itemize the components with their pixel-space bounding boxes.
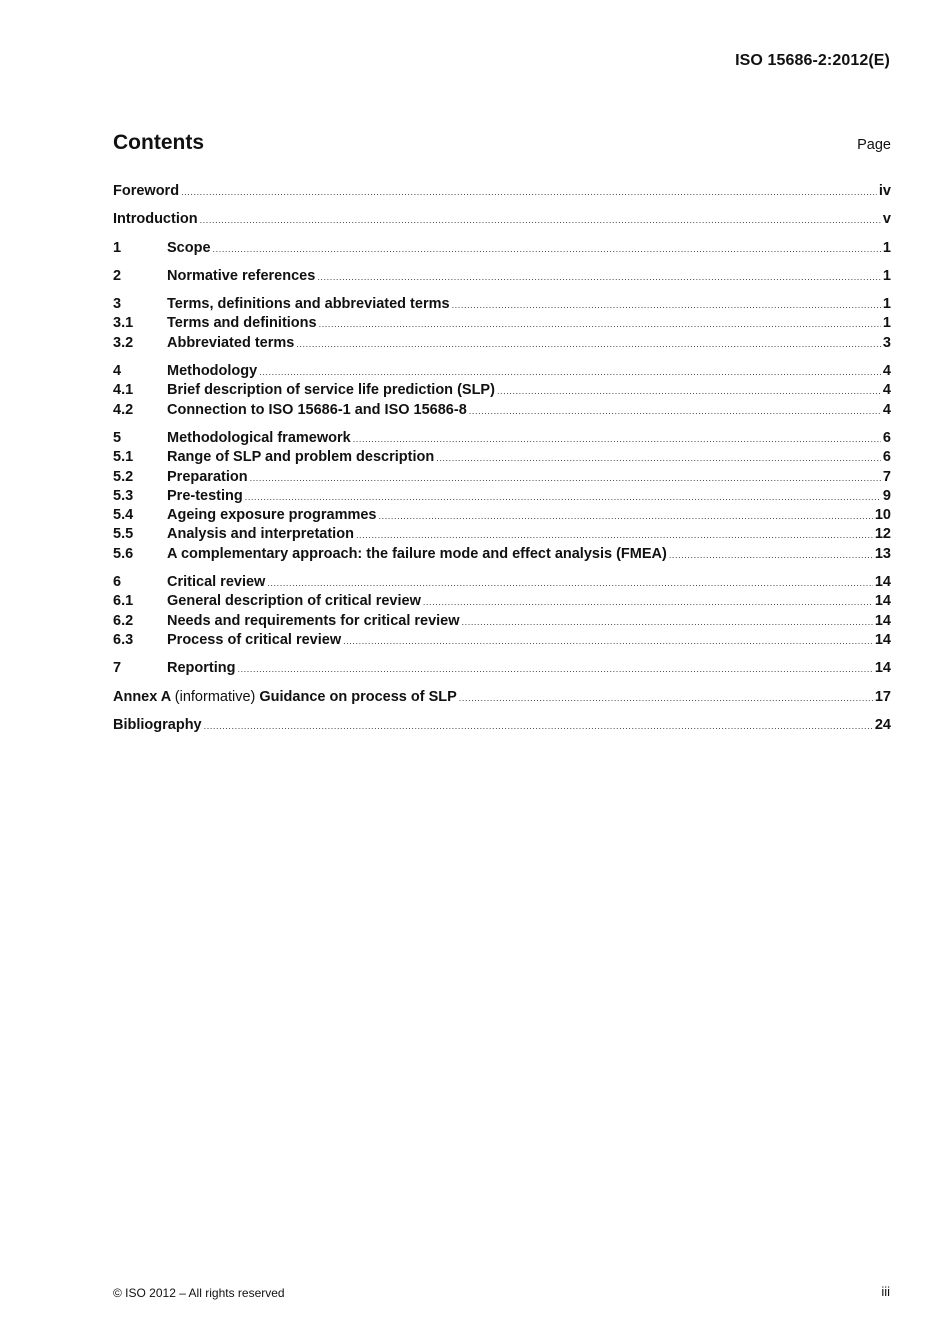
contents-heading-row	[113, 131, 891, 155]
toc-entry-5-4[interactable]	[113, 507, 891, 526]
toc-title: General description of critical review	[167, 593, 421, 610]
toc-title: A complementary approach: the failure mode and effect analysis (FMEA)	[167, 545, 667, 562]
toc-page: 1	[882, 296, 891, 313]
toc-entry-5-6[interactable]	[113, 546, 891, 565]
toc-entry-6[interactable]	[113, 574, 891, 593]
toc-title: Terms, definitions and abbreviated terms	[167, 296, 450, 313]
dot-leader	[237, 664, 872, 674]
toc-page: 10	[874, 507, 891, 524]
toc-title: Methodological framework	[167, 429, 351, 446]
standard-identifier: ISO 15686-2:2012(E)	[735, 52, 890, 69]
toc-page: 14	[874, 660, 891, 677]
toc-entry-6-2[interactable]	[113, 613, 891, 632]
toc-entry-6-3[interactable]	[113, 632, 891, 651]
toc-page: 4	[882, 401, 891, 418]
dot-leader	[245, 492, 881, 502]
annex-title: Guidance on process of SLP	[259, 688, 457, 705]
toc-number: 3.2	[113, 334, 134, 351]
dot-leader	[181, 187, 877, 197]
dot-leader	[379, 511, 873, 521]
toc-number: 5.1	[113, 449, 134, 466]
toc-entry-foreword[interactable]	[113, 183, 891, 202]
toc-number: 6.1	[113, 593, 134, 610]
dot-leader	[462, 617, 873, 627]
toc-page: 12	[874, 526, 891, 543]
toc-entry-4[interactable]	[113, 363, 891, 382]
toc-page: 14	[874, 574, 891, 591]
toc-page: 3	[882, 334, 891, 351]
toc-title	[113, 689, 457, 705]
toc-page: 17	[874, 688, 891, 705]
toc-entry-3-1[interactable]	[113, 315, 891, 334]
dot-leader	[423, 597, 873, 607]
dot-leader	[459, 693, 873, 703]
toc-page: 13	[874, 545, 891, 562]
toc-title: Foreword	[113, 183, 180, 199]
toc-page: 14	[874, 631, 891, 648]
footer-copyright: © ISO 2012 – All rights reserved	[113, 1286, 285, 1300]
toc-title: Ageing exposure programmes	[167, 507, 377, 524]
dot-leader	[356, 530, 873, 540]
toc-page: 24	[874, 716, 891, 733]
dot-leader	[213, 244, 881, 254]
toc-page: 6	[882, 429, 891, 446]
toc-number: 3.1	[113, 315, 134, 332]
annex-kind: (informative)	[174, 688, 256, 705]
toc-title: Scope	[167, 239, 211, 256]
toc-entry-2[interactable]	[113, 268, 891, 287]
toc-number: 4	[113, 363, 122, 380]
toc-page: v	[882, 211, 891, 228]
toc-title: Range of SLP and problem description	[167, 449, 435, 466]
toc-number: 5.3	[113, 487, 134, 504]
toc-number: 1	[113, 239, 122, 256]
toc-page: 7	[882, 468, 891, 485]
toc-number: 4.1	[113, 382, 134, 399]
dot-leader	[436, 453, 881, 463]
dot-leader	[452, 300, 881, 310]
toc-title: Preparation	[167, 468, 248, 485]
toc-title: Normative references	[167, 267, 316, 284]
toc-page: 6	[882, 449, 891, 466]
toc-entry-5-3[interactable]	[113, 488, 891, 507]
toc-entry-introduction[interactable]	[113, 211, 891, 230]
dot-leader	[317, 272, 881, 282]
toc-number: 5.6	[113, 545, 134, 562]
toc-number: 6.2	[113, 612, 134, 629]
toc-entry-3[interactable]	[113, 296, 891, 315]
dot-leader	[200, 215, 881, 225]
toc-entry-bibliography[interactable]	[113, 717, 891, 736]
toc-number: 4.2	[113, 401, 134, 418]
toc-title: Abbreviated terms	[167, 334, 295, 351]
table-of-contents	[113, 183, 891, 736]
dot-leader	[343, 636, 873, 646]
toc-entry-4-1[interactable]	[113, 382, 891, 401]
dot-leader	[497, 386, 881, 396]
toc-entry-6-1[interactable]	[113, 593, 891, 612]
dot-leader	[319, 319, 881, 329]
dot-leader	[296, 339, 881, 349]
toc-page: 1	[882, 239, 891, 256]
page-column-label: Page	[857, 137, 891, 153]
toc-page: 4	[882, 382, 891, 399]
toc-page: 4	[882, 363, 891, 380]
toc-title: Brief description of service life prediction (SLP)	[167, 382, 495, 399]
dot-leader	[259, 367, 881, 377]
toc-number: 2	[113, 267, 122, 284]
toc-number: 3	[113, 296, 122, 313]
toc-title: Bibliography	[113, 716, 202, 733]
toc-title: Needs and requirements for critical review	[167, 612, 460, 629]
toc-entry-7[interactable]	[113, 660, 891, 679]
toc-title: Critical review	[167, 574, 266, 591]
toc-page: 14	[874, 593, 891, 610]
toc-title: Analysis and interpretation	[167, 526, 354, 543]
footer-page-number: iii	[881, 1284, 890, 1299]
dot-leader	[469, 406, 881, 416]
dot-leader	[267, 578, 873, 588]
toc-entry-3-2[interactable]	[113, 335, 891, 354]
toc-page: 1	[882, 315, 891, 332]
toc-entry-5-2[interactable]	[113, 469, 891, 488]
toc-title: Methodology	[167, 363, 258, 380]
toc-title: Introduction	[113, 211, 198, 228]
toc-number: 5.2	[113, 468, 134, 485]
toc-page: 9	[882, 487, 891, 504]
dot-leader	[204, 721, 873, 731]
toc-number: 5.4	[113, 507, 134, 524]
toc-entry-5-5[interactable]	[113, 526, 891, 545]
toc-page: 1	[882, 267, 891, 284]
toc-number: 5.5	[113, 526, 134, 543]
toc-page: iv	[878, 183, 891, 199]
toc-number: 7	[113, 660, 122, 677]
toc-entry-5-1[interactable]	[113, 449, 891, 468]
toc-number: 6.3	[113, 631, 134, 648]
annex-label: Annex A	[113, 688, 171, 705]
toc-title: Process of critical review	[167, 631, 342, 648]
dot-leader	[353, 434, 881, 444]
toc-entry-annex-a[interactable]	[113, 689, 891, 708]
contents-title: Contents	[113, 131, 204, 154]
dot-leader	[669, 550, 873, 560]
toc-title: Connection to ISO 15686-1 and ISO 15686-8	[167, 401, 467, 418]
toc-entry-5[interactable]	[113, 430, 891, 449]
toc-title: Pre-testing	[167, 487, 243, 504]
toc-number: 5	[113, 429, 122, 446]
dot-leader	[250, 473, 881, 483]
toc-page: 14	[874, 612, 891, 629]
toc-entry-1[interactable]	[113, 240, 891, 259]
toc-title: Terms and definitions	[167, 315, 317, 332]
toc-title: Reporting	[167, 660, 236, 677]
toc-entry-4-2[interactable]	[113, 402, 891, 421]
toc-number: 6	[113, 574, 122, 591]
